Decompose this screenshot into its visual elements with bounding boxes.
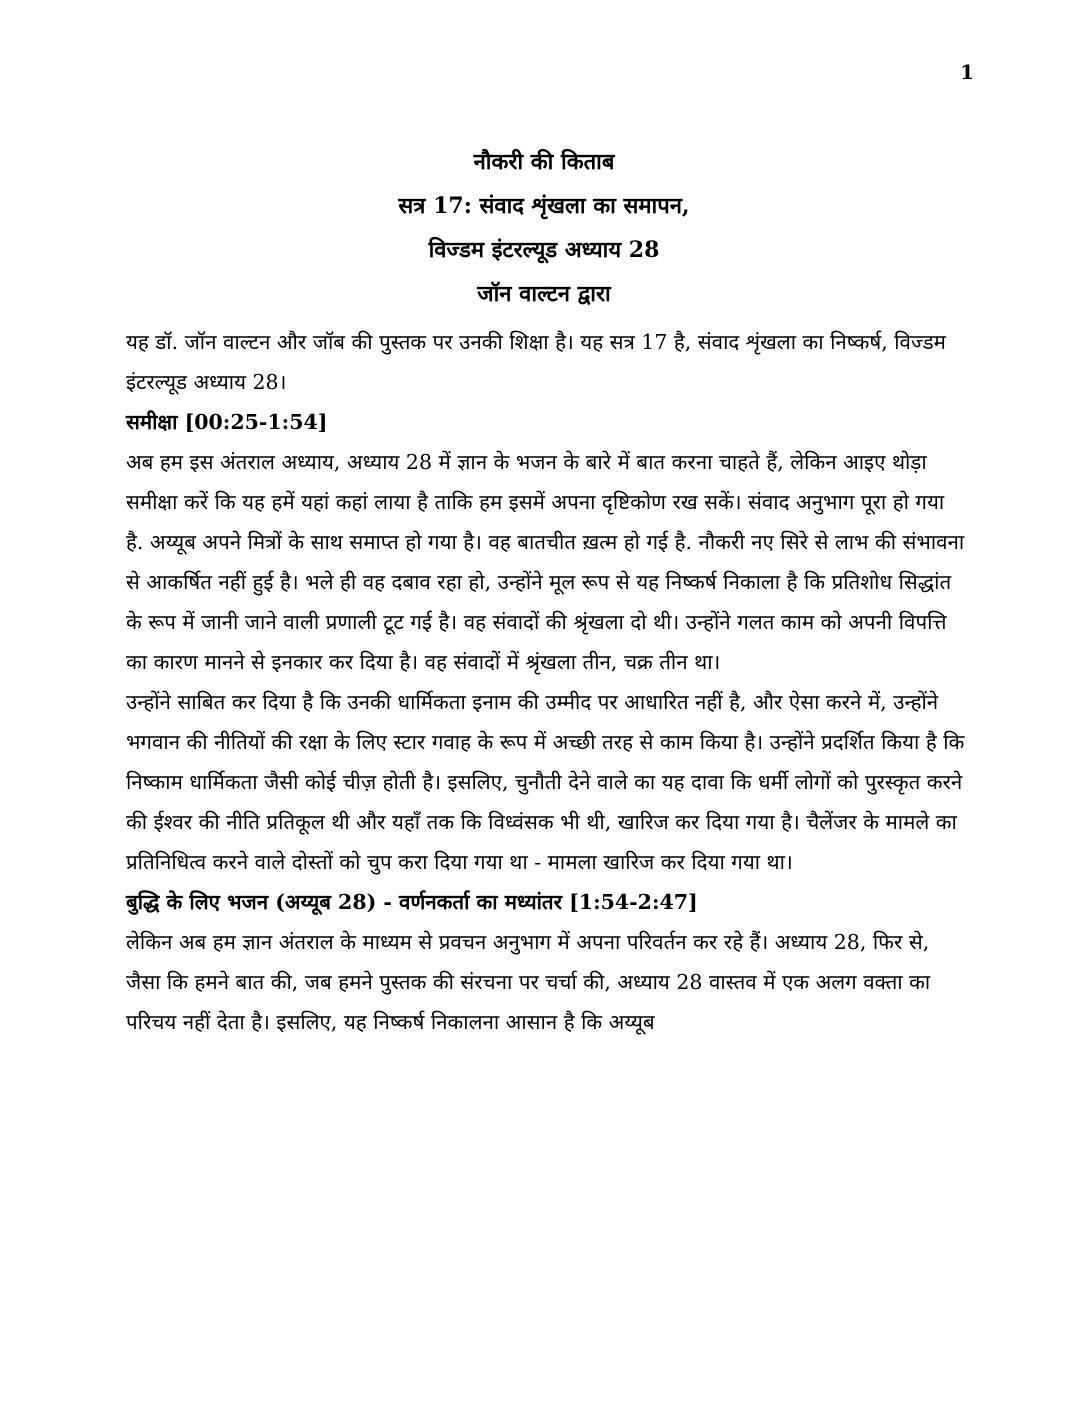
body-paragraph: अब हम इस अंतराल अध्याय, अध्याय 28 में ज्ञान के भजन के बारे में बात करना चाहते हैं, लेकिन आइए थोड़ा समीक्षा करें कि यह हमें यहां कहां लाया है ताकि हम इसमें अपना दृष्टिकोण रख सकें। संवाद अनुभाग पूरा हो गया है. अय्यूब अपने मित्रों के साथ समाप्त हो गया है। वह बातचीत ख़त्म हो गई है. नौकरी नए सिरे से लाभ की संभावना से आकर्षित नहीं हुई है। भले ही वह दबाव रहा हो, उन्होंने मूल रूप से यह निष्कर्ष निकाला है कि प्रतिशोध सिद्धांत के रूप में जानी जाने वाली प्रणाली टूट गई है। वह संवादों की श्रृंखला दो थी। उन्होंने गलत काम को अपनी विपत्ति का कारण मानने से इनकार कर दिया है। वह संवादों में श्रृंखला तीन, चक्र तीन था। bbox=[126, 450, 965, 674]
section-timestamp: [1:54-2:47] bbox=[569, 890, 698, 914]
section-timestamp: [00:25-1:54] bbox=[184, 410, 328, 434]
document-title-block bbox=[0, 140, 1088, 316]
body-paragraph: लेकिन अब हम ज्ञान अंतराल के माध्यम से प्रवचन अनुभाग में अपना परिवर्तन कर रहे हैं। अध्याय 28, फिर से, जैसा कि हमने बात की, जब हमने पुस्तक की संरचना पर चर्चा की, अध्याय 28 वास्तव में एक अलग वक्ता का परिचय नहीं देता है। इसलिए, यह निष्कर्ष निकालना आसान है कि अय्यूब bbox=[126, 930, 931, 1034]
session-subtitle: सत्र 17: संवाद शृंखला का समापन, bbox=[398, 193, 690, 219]
body-paragraph: उन्होंने साबित कर दिया है कि उनकी धार्मिकता इनाम की उम्मीद पर आधारित नहीं है, और ऐसा करने में, उन्होंने भगवान की नीतियों की रक्षा के लिए स्टार गवाह के रूप में अच्छी तरह से काम किया है। उन्होंने प्रदर्शित किया है कि निष्काम धार्मिकता जैसी कोई चीज़ होती है। इसलिए, चुनौती देने वाले का यह दावा कि धर्मी लोगों को पुरस्कृत करने की ईश्वर की नीति प्रतिकूल थी और यहाँ तक कि विध्वंसक भी थी, खारिज कर दिया गया है। चैलेंजर के मामले का प्रतिनिधित्व करने वाले दोस्तों को चुप करा दिया गया था - मामला खारिज कर दिया गया था। bbox=[126, 690, 965, 874]
document-title: नौकरी की किताब bbox=[473, 149, 615, 175]
chapter-subtitle: विज्डम इंटरल्यूड अध्याय 28 bbox=[428, 237, 660, 263]
section-heading-text: बुद्धि के लिए भजन (अय्यूब 28) - वर्णनकर्ता का मध्यांतर bbox=[126, 890, 562, 914]
section-heading-hymn bbox=[126, 882, 968, 922]
author-line: जॉन वाल्टन द्वारा bbox=[477, 281, 611, 307]
section-heading-text: समीक्षा bbox=[126, 410, 178, 434]
page-number: 1 bbox=[960, 60, 974, 84]
document-body bbox=[126, 322, 968, 1042]
intro-paragraph: यह डॉ. जॉन वाल्टन और जॉब की पुस्तक पर उनकी शिक्षा है। यह सत्र 17 है, संवाद शृंखला का निष्कर्ष, विज्डम इंटरल्यूड अध्याय 28। bbox=[126, 330, 946, 394]
section-heading-review bbox=[126, 402, 968, 442]
